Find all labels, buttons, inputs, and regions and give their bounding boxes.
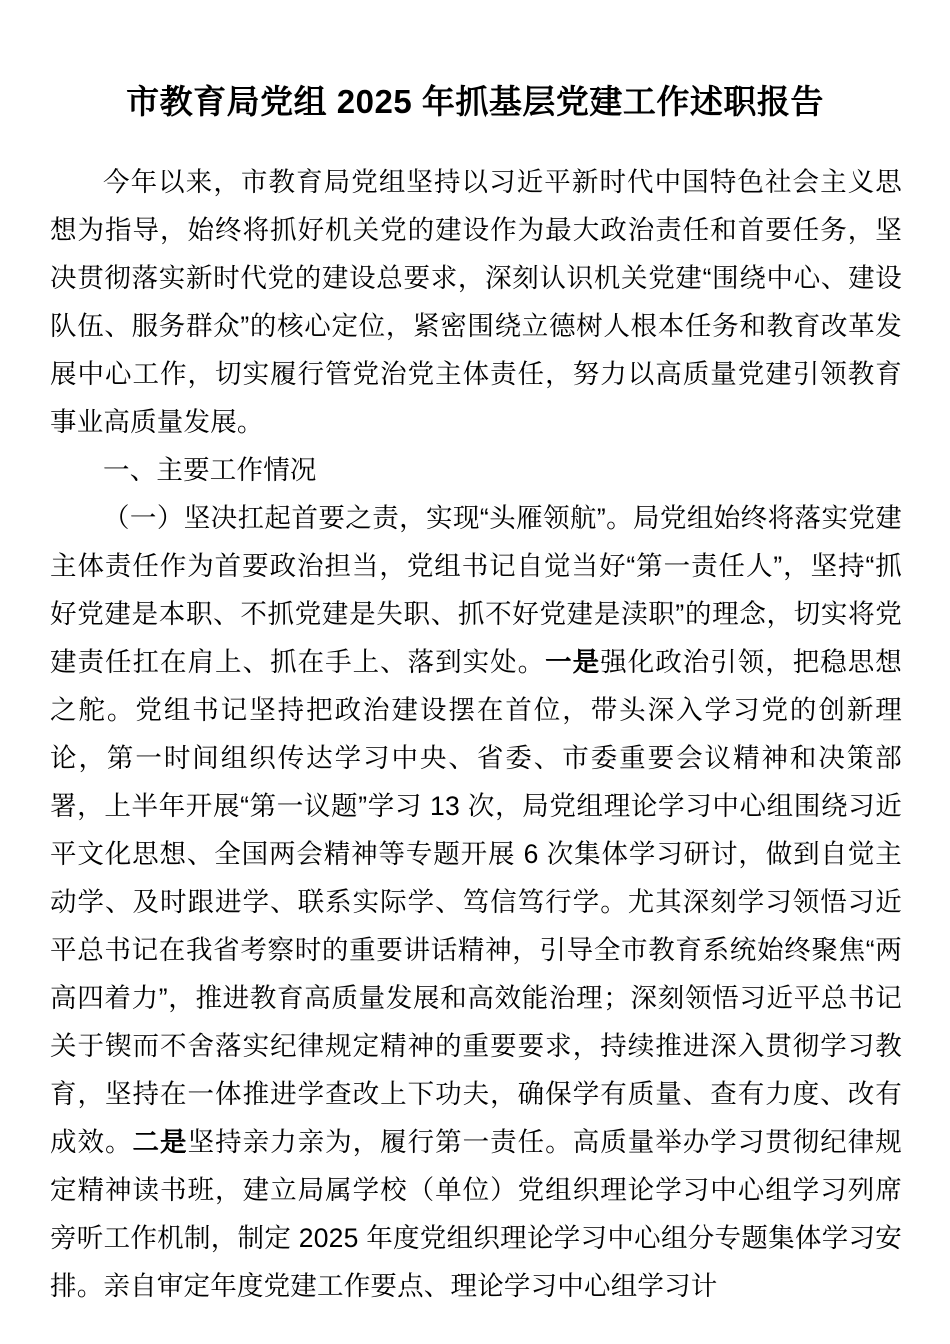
paragraph-section-1-1 [50, 494, 902, 1310]
text-run: 坚持亲力亲为，履行第一责任。高质量举办学习贯彻纪律规定精神读书班，建立局属学校（单位）党组织理论学习中心组学习列席旁听工作机制，制定 2025 年度党组织理论学习中心组分专题集体学习安排。亲自审定年度党建工作要点、理论学习中心组学习计 [50, 1127, 902, 1301]
text-run: 今年以来，市教育局党组坚持以习近平新时代中国特色社会主义思想为指导，始终将抓好机关党的建设作为最大政治责任和首要任务，坚决贯彻落实新时代党的建设总要求，深刻认识机关党建“围绕中心、建设队伍、服务群众”的核心定位，紧密围绕立德树人根本任务和教育改革发展中心工作，切实履行管党治党主体责任，努力以高质量党建引领教育事业高质量发展。 [50, 167, 902, 437]
emphasis-marker-second: 二是 [132, 1127, 188, 1157]
emphasis-marker-first: 一是 [545, 647, 601, 677]
page-title: 市教育局党组 2025 年抓基层党建工作述职报告 [126, 83, 824, 121]
text-run: 强化政治引领，把稳思想之舵。党组书记坚持把政治建设摆在首位，带头深入学习党的创新理论，第一时间组织传达学习中央、省委、市委重要会议精神和决策部署，上半年开展“第一议题”学习 13 次，局党组理论学习中心组围绕习近平文化思想、全国两会精神等专题开展 6 次集体学习研讨，做到自觉主动学、及时跟进学、联系实际学、笃信笃行学。尤其深刻学习领悟习近平总书记在我省考察时的重要讲话精神，引导全市教育系统始终聚焦“两高四着力”，推进教育高质量发展和高效能治理；深刻领悟习近平总书记关于锲而不舍落实纪律规定精神的重要要求，持续推进深入贯彻学习教育，坚持在一体推进学查改上下功夫，确保学有质量、查有力度、改有成效。 [50, 647, 902, 1157]
document-body [50, 158, 902, 1310]
section-heading-1 [50, 446, 902, 494]
text-run: （一）坚决扛起首要之责，实现“头雁领航”。局党组始终将落实党建主体责任作为首要政治担当，党组书记自觉当好“第一责任人”，坚持“抓好党建是本职、不抓党建是失职、抓不好党建是渎职”的理念，切实将党建责任扛在肩上、抓在手上、落到实处。 [50, 503, 902, 677]
text-run: 一、主要工作情况 [103, 455, 317, 485]
paragraph-opening [50, 158, 902, 446]
